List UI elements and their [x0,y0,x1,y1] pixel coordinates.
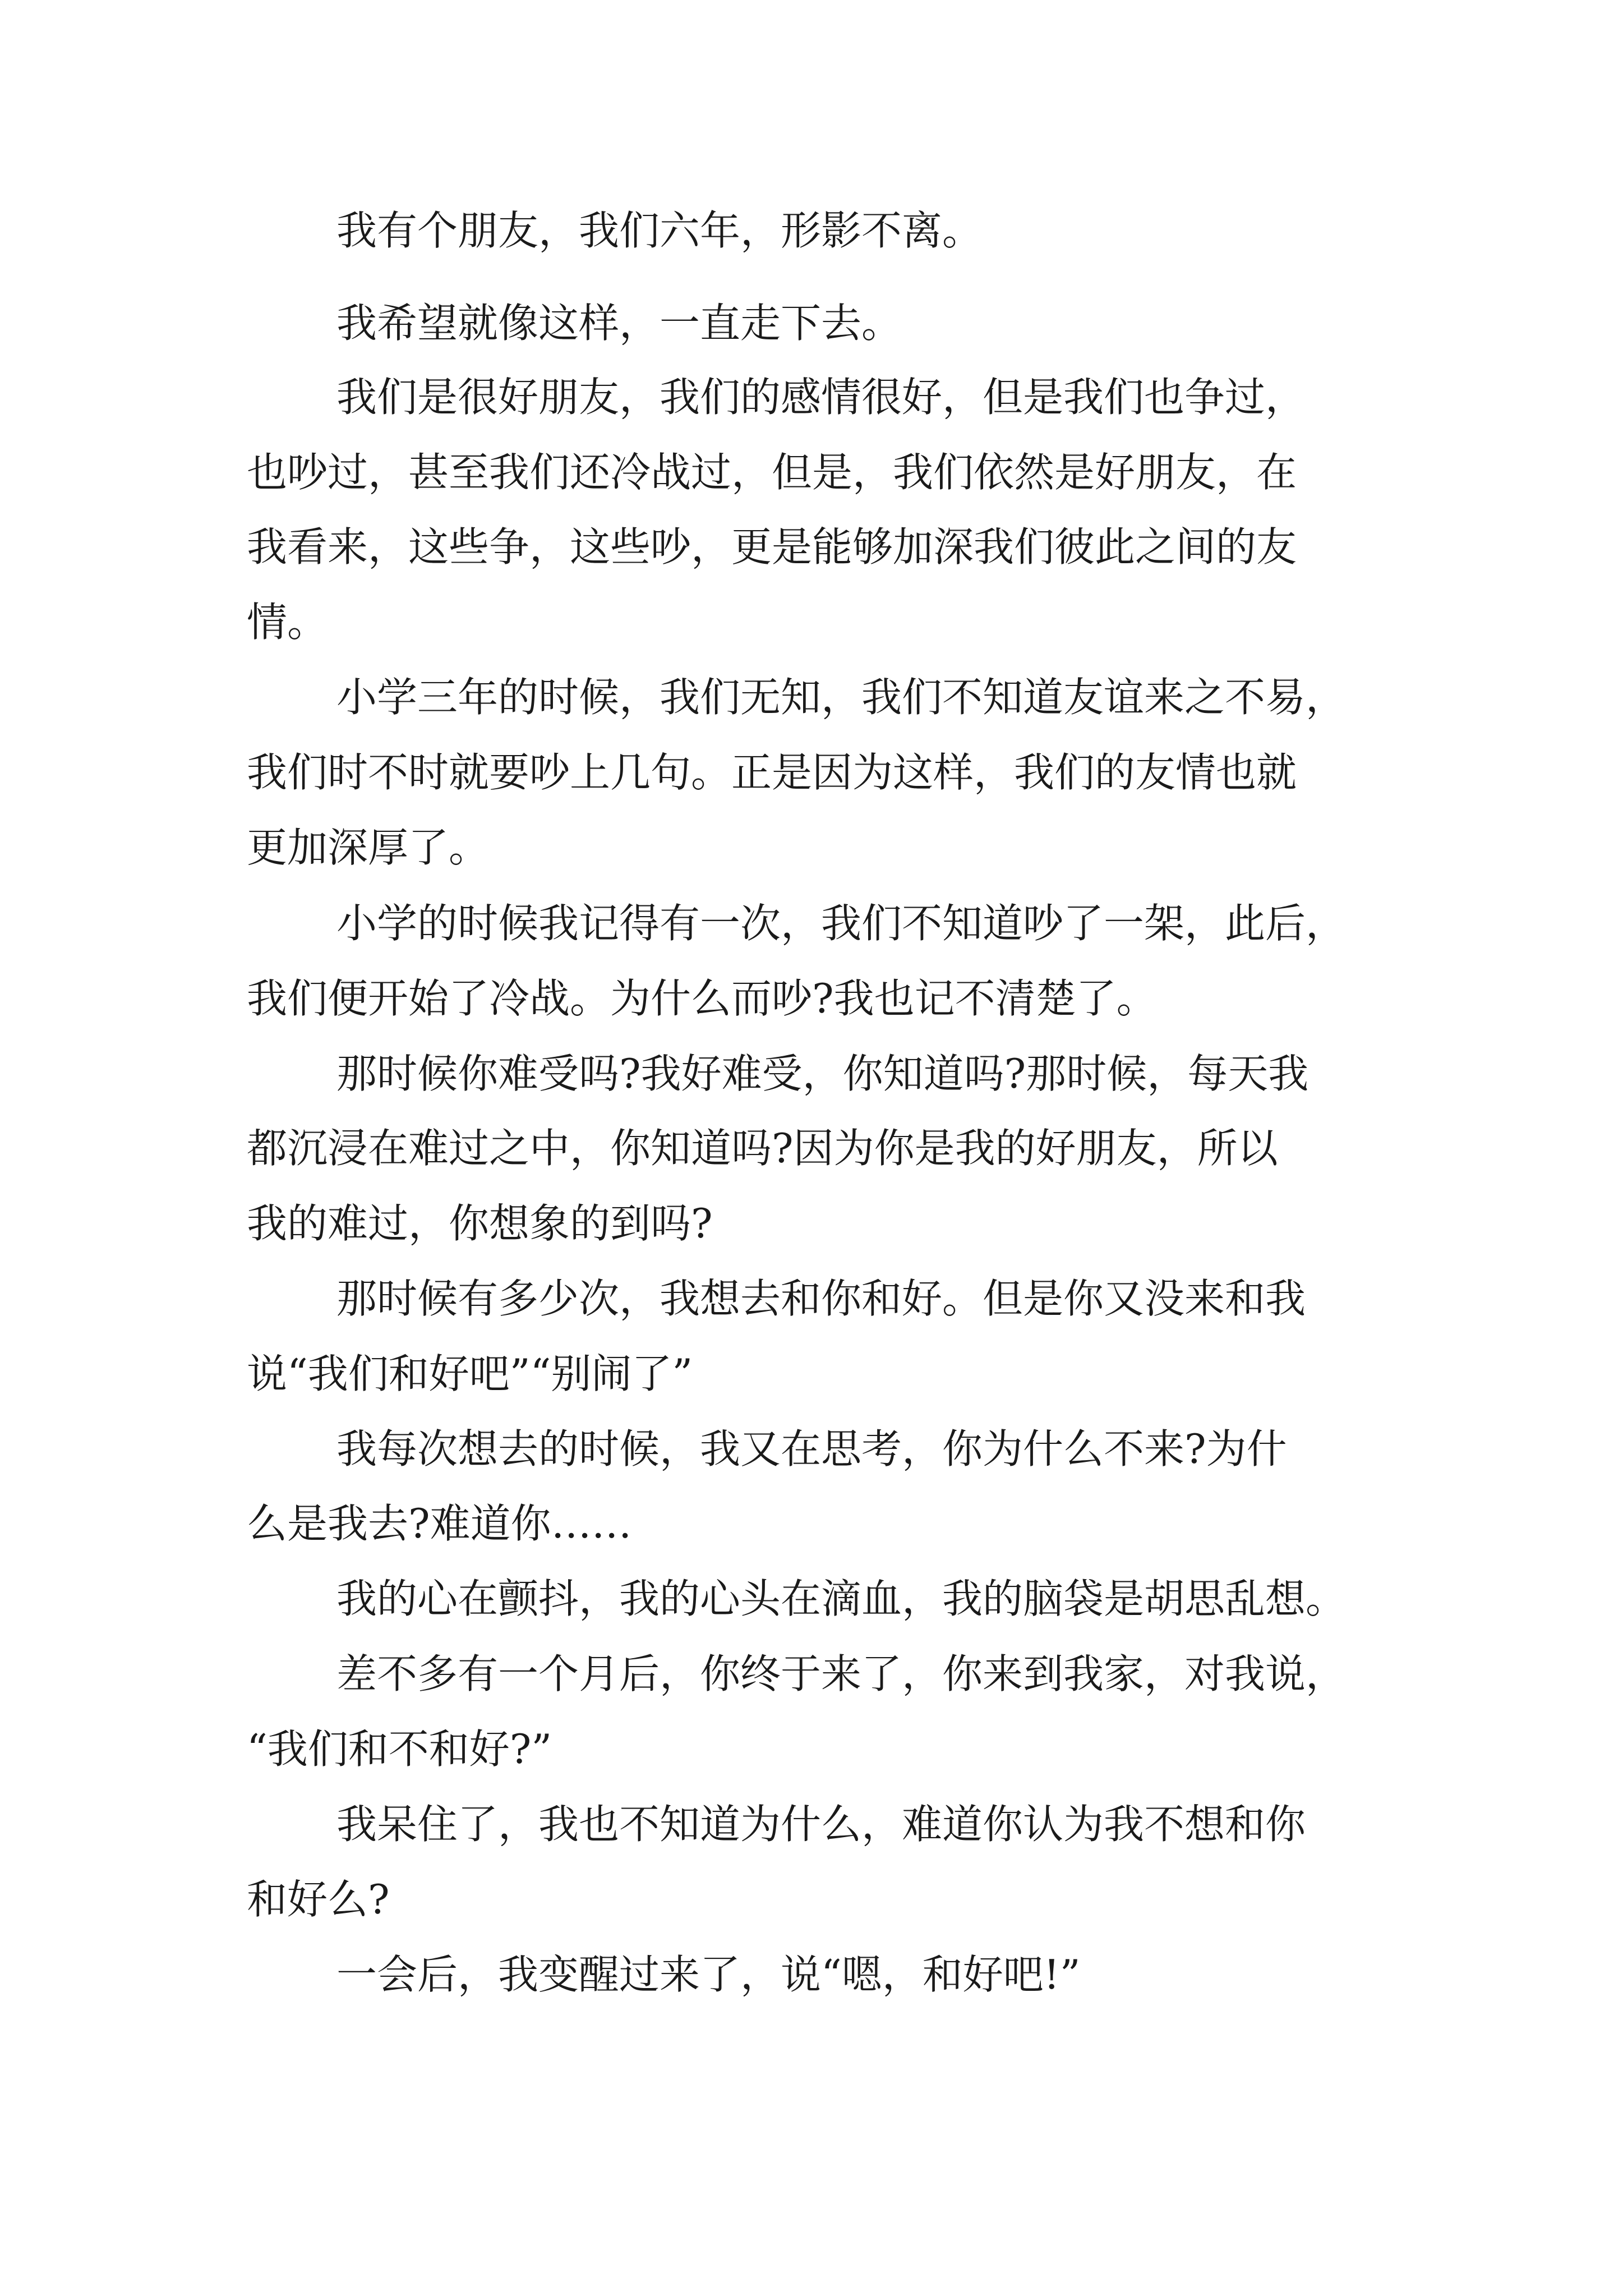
text-line: 我希望就像这样，一直走下去。 [336,300,902,347]
text-line: 和好么? [247,1876,390,1923]
text-line: 我有个朋友，我们六年，形影不离。 [336,207,983,254]
text-line: 都沉浸在难过之中，你知道吗?因为你是我的好朋友，所以 [247,1125,1278,1172]
text-line: 差不多有一个月后，你终于来了，你来到我家，对我说， [336,1650,1347,1697]
text-line: “我们和不和好?” [247,1726,552,1773]
text-line: 我的难过，你想象的到吗? [247,1200,713,1247]
text-line: 情。 [247,599,328,646]
text-line: 更加深厚了。 [247,824,490,871]
text-line: 我们是很好朋友，我们的感情很好，但是我们也争过， [336,374,1306,421]
text-line: 那时候有多少次，我想去和你和好。但是你又没来和我 [336,1275,1306,1322]
text-line: 么是我去?难道你…… [247,1500,632,1547]
text-line: 说“我们和好吧”“别闹了” [247,1350,693,1397]
text-line: 我每次想去的时候，我又在思考，你为什么不来?为什 [336,1425,1287,1473]
text-line: 我的心在颤抖，我的心头在滴血，我的脑袋是胡思乱想。 [336,1575,1347,1622]
text-line: 我看来，这些争，这些吵，更是能够加深我们彼此之间的友 [247,523,1297,570]
text-line: 我们便开始了冷战。为什么而吵?我也记不清楚了。 [247,975,1157,1022]
text-line: 也吵过，甚至我们还冷战过，但是，我们依然是好朋友，在 [247,449,1297,496]
text-line: 小学的时候我记得有一次，我们不知道吵了一架，此后， [336,900,1347,947]
text-line: 一会后，我变醒过来了，说“嗯，和好吧!” [336,1951,1081,1998]
text-line: 我们时不时就要吵上几句。正是因为这样，我们的友情也就 [247,749,1297,796]
text-line: 我呆住了，我也不知道为什么，难道你认为我不想和你 [336,1801,1306,1848]
text-line: 那时候你难受吗?我好难受，你知道吗?那时候，每天我 [336,1050,1309,1097]
text-line: 小学三年的时候，我们无知，我们不知道友谊来之不易， [336,674,1347,721]
